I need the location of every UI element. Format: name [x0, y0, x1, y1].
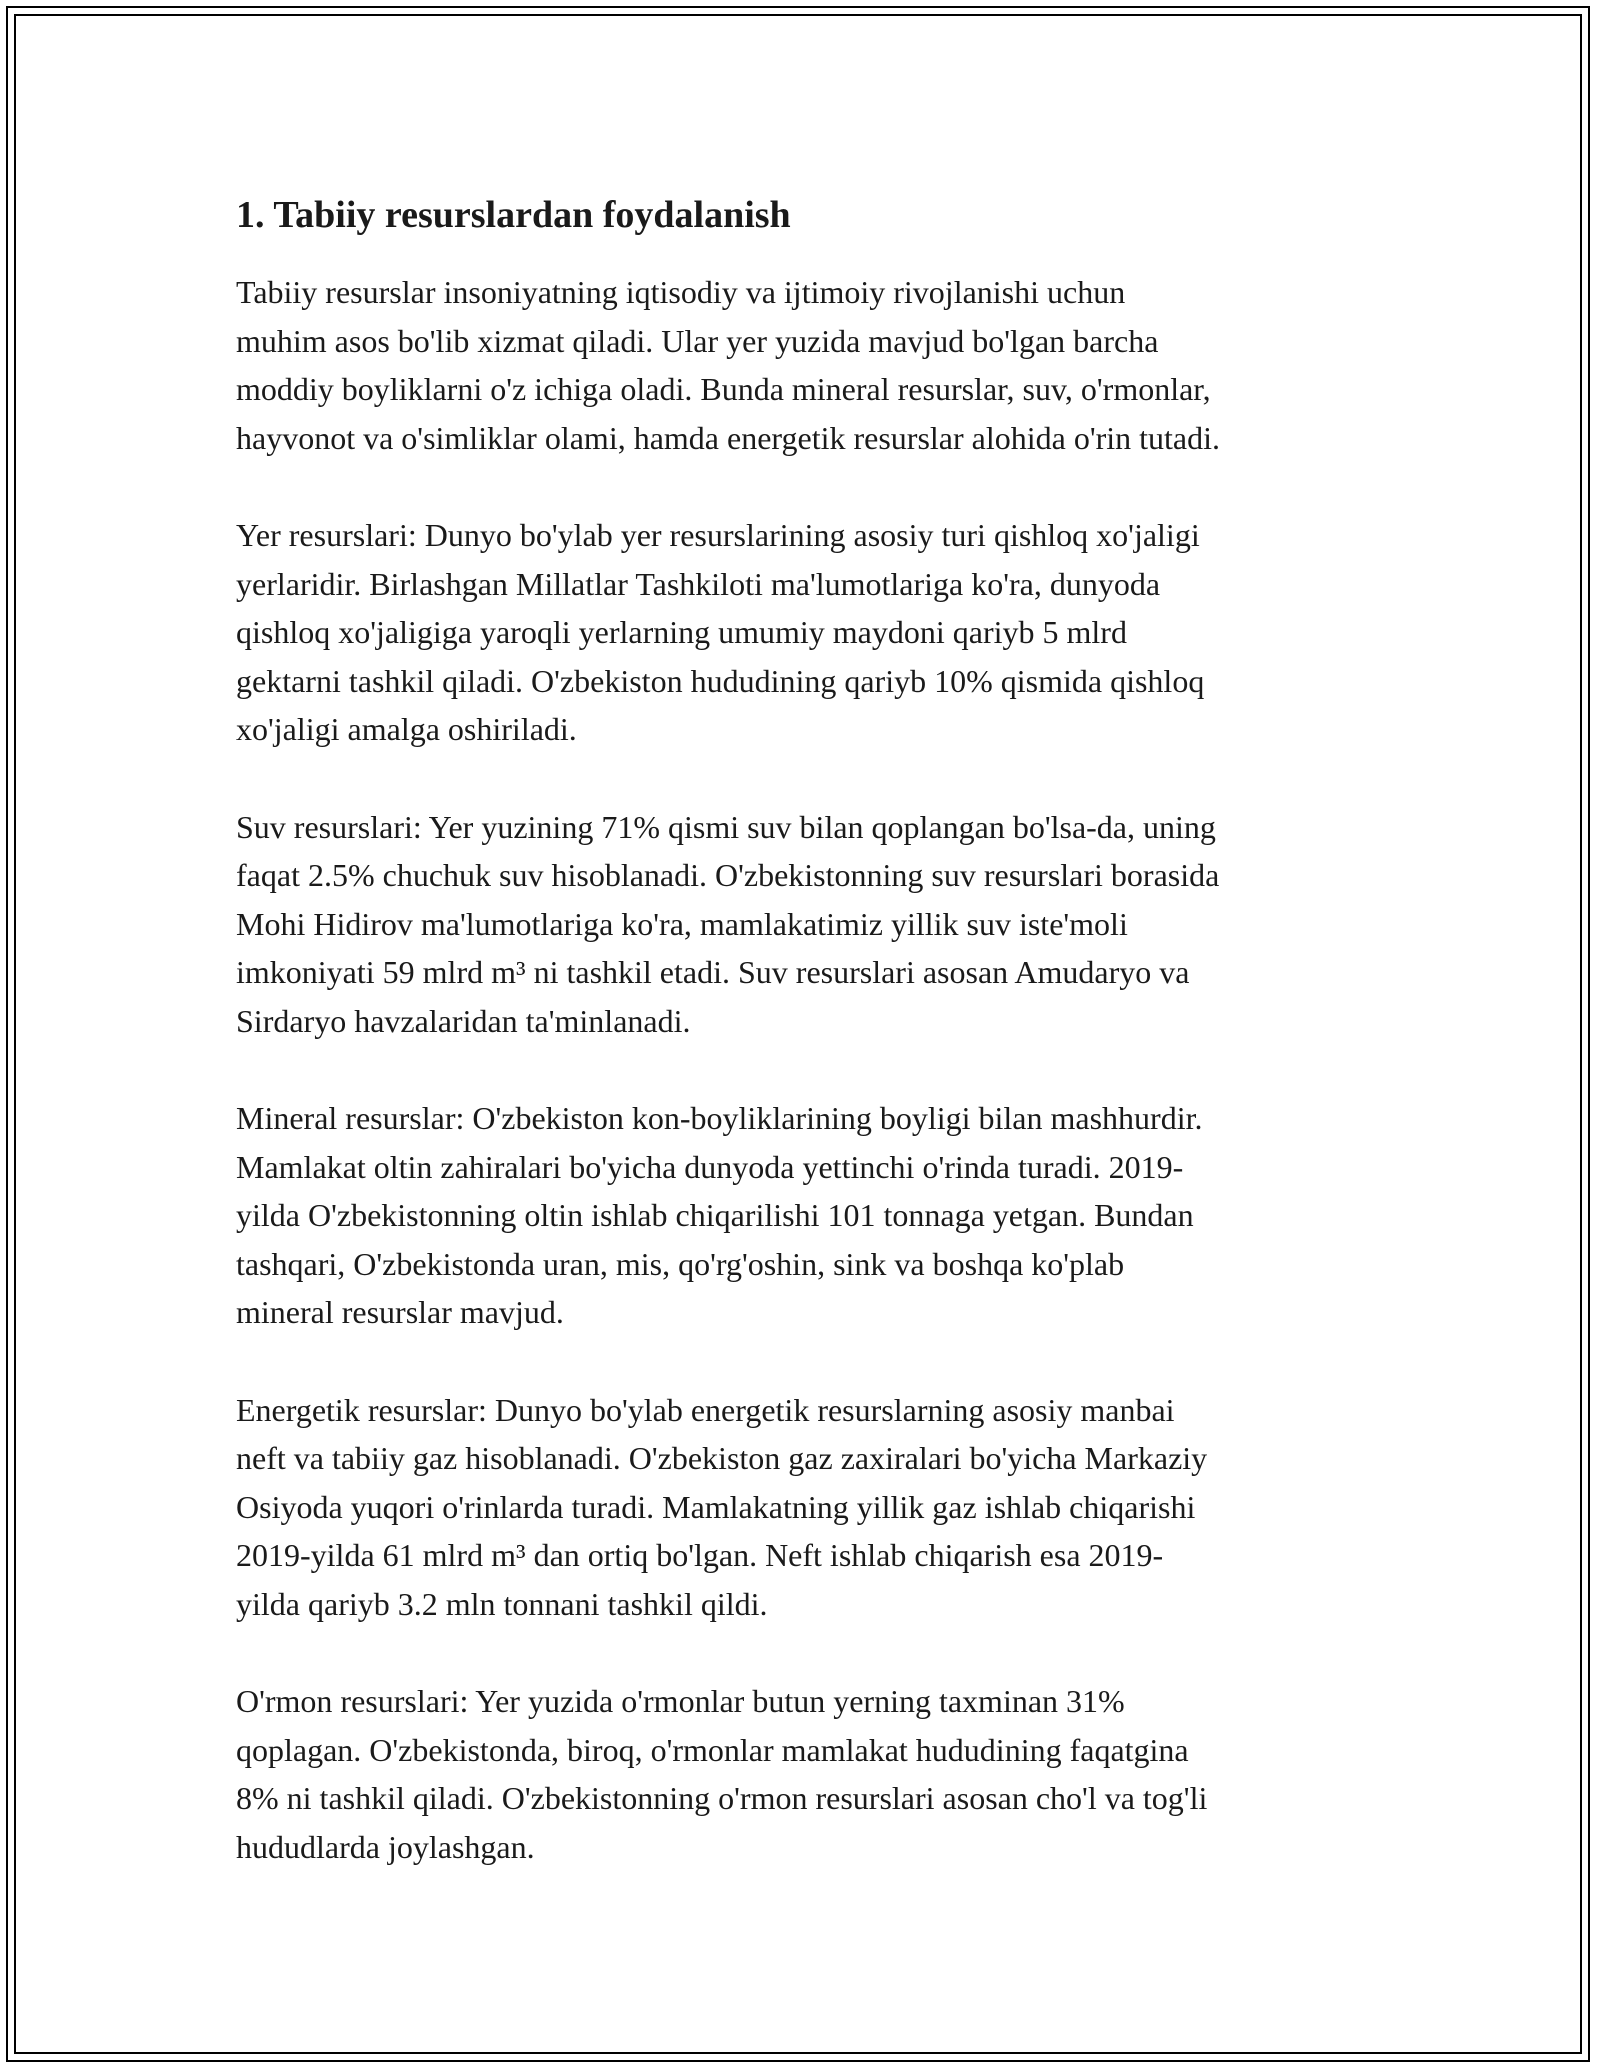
section-title: 1. Tabiiy resurslardan foydalanish: [236, 194, 791, 236]
paragraph-line: moddiy boyliklarni o'z ichiga oladi. Bunda mineral resurslar, suv, o'rmonlar,: [236, 371, 1211, 408]
paragraph-line: xo'jaligi amalga oshiriladi.: [236, 711, 577, 748]
paragraph: [236, 268, 1376, 462]
paragraph-line: yilda qariyb 3.2 mln tonnani tashkil qildi.: [236, 1586, 768, 1623]
paragraph-line: Energetik resurslar: Dunyo bo'ylab energetik resurslarning asosiy manbai: [236, 1391, 1175, 1428]
paragraph-line: mineral resurslar mavjud.: [236, 1294, 564, 1331]
paragraph-line: Mamlakat oltin zahiralari bo'yicha dunyoda yettinchi o'rinda turadi. 2019-: [236, 1148, 1184, 1185]
paragraph-line: O'rmon resurslari: Yer yuzida o'rmonlar butun yerning taxminan 31%: [236, 1683, 1125, 1720]
paragraph: [236, 803, 1376, 1046]
paragraph-line: faqat 2.5% chuchuk suv hisoblanadi. O'zbekistonning suv resurslari borasida: [236, 857, 1220, 894]
paragraph-line: hayvonot va o'simliklar olami, hamda energetik resurslar alohida o'rin tutadi.: [236, 419, 1221, 456]
paragraph-line: 8% ni tashkil qiladi. O'zbekistonning o'rmon resurslari asosan cho'l va tog'li: [236, 1780, 1208, 1817]
paragraph-line: qoplagan. O'zbekistonda, biroq, o'rmonlar mamlakat hududining faqatgina: [236, 1731, 1189, 1768]
paragraph-line: imkoniyati 59 mlrd m³ ni tashkil etadi. Suv resurslari asosan Amudaryo va: [236, 954, 1190, 991]
paragraph: [236, 1094, 1376, 1337]
paragraph-line: hududlarda joylashgan.: [236, 1829, 535, 1865]
paragraph-line: gektarni tashkil qiladi. O'zbekiston hududining qariyb 10% qismida qishloq: [236, 662, 1205, 699]
paragraph-line: Sirdaryo havzalaridan ta'minlanadi.: [236, 1002, 691, 1039]
paragraph: [236, 1386, 1376, 1629]
paragraph-line: qishloq xo'jaligiga yaroqli yerlarning umumiy maydoni qariyb 5 mlrd: [236, 614, 1127, 651]
paragraph-line: yilda O'zbekistonning oltin ishlab chiqarilishi 101 tonnaga yetgan. Bundan: [236, 1197, 1194, 1234]
paragraph-line: muhim asos bo'lib xizmat qiladi. Ular yer yuzida mavjud bo'lgan barcha: [236, 322, 1159, 359]
paragraph-line: neft va tabiiy gaz hisoblanadi. O'zbekiston gaz zaxiralari bo'yicha Markaziy: [236, 1440, 1208, 1477]
document-body: [236, 186, 1376, 1920]
paragraph-line: Osiyoda yuqori o'rinlarda turadi. Mamlakatning yillik gaz ishlab chiqarishi: [236, 1488, 1196, 1525]
paragraph: [236, 1677, 1376, 1871]
paragraph: [236, 511, 1376, 754]
paragraph-line: Suv resurslari: Yer yuzining 71% qismi suv bilan qoplangan bo'lsa-da, uning: [236, 808, 1216, 845]
paragraph-list: [236, 268, 1376, 1872]
paragraph-line: tashqari, O'zbekistonda uran, mis, qo'rg'oshin, sink va boshqa ko'plab: [236, 1245, 1125, 1282]
paragraph-line: Mineral resurslar: O'zbekiston kon-boyliklarining boyligi bilan mashhurdir.: [236, 1100, 1203, 1137]
paragraph-line: Yer resurslari: Dunyo bo'ylab yer resurslarining asosiy turi qishloq xo'jaligi: [236, 516, 1200, 553]
paragraph-line: yerlaridir. Birlashgan Millatlar Tashkiloti ma'lumotlariga ko'ra, dunyoda: [236, 565, 1161, 602]
paragraph-line: 2019-yilda 61 mlrd m³ dan ortiq bo'lgan. Neft ishlab chiqarish esa 2019-: [236, 1537, 1164, 1574]
paragraph-line: Mohi Hidirov ma'lumotlariga ko'ra, mamlakatimiz yillik suv iste'moli: [236, 905, 1128, 942]
paragraph-line: Tabiiy resurslar insoniyatning iqtisodiy va ijtimoiy rivojlanishi uchun: [236, 274, 1126, 310]
